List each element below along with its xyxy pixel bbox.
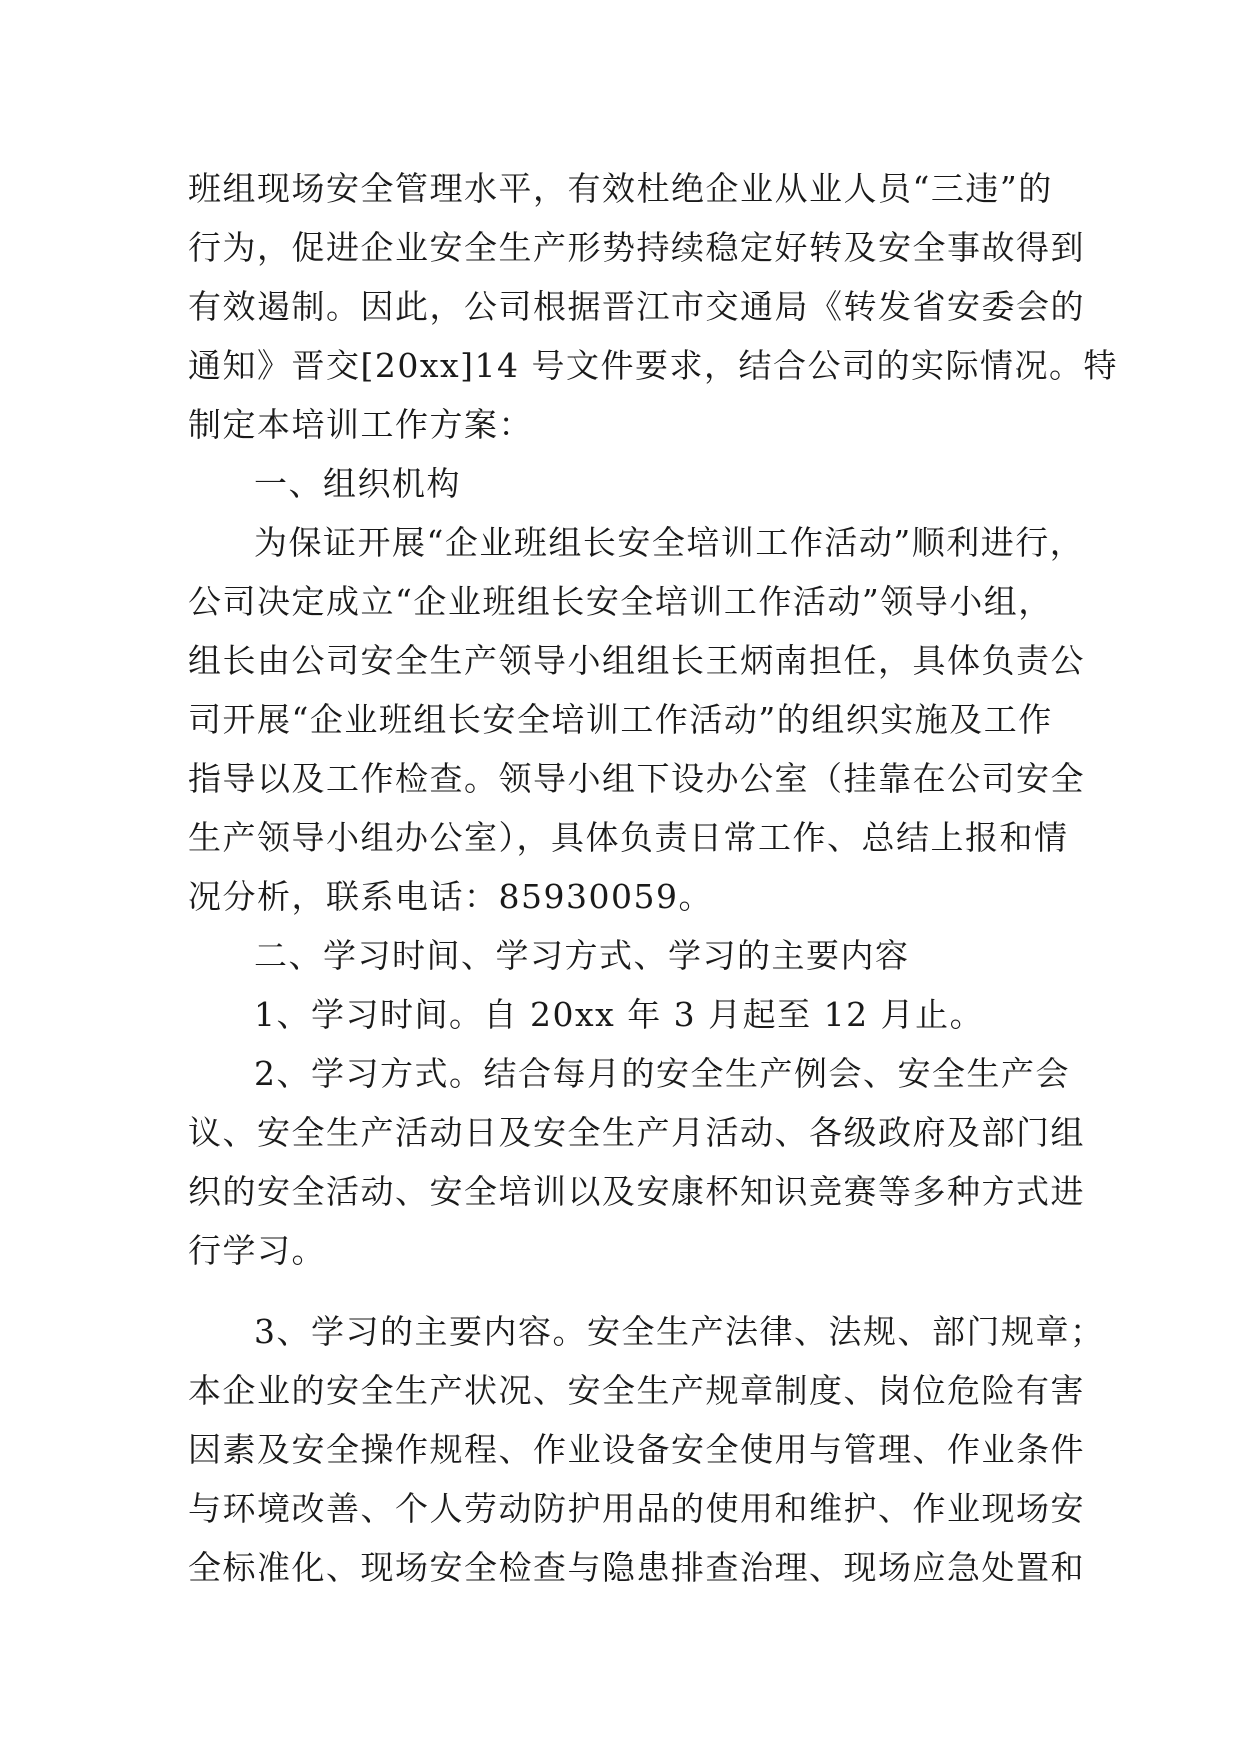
text-line: 司开展“企业班组长安全培训工作活动”的组织实施及工作 [188, 700, 1053, 739]
text-line: 公司决定成立“企业班组长安全培训工作活动”领导小组， [188, 582, 1053, 621]
text-line: 因素及安全操作规程、作业设备安全使用与管理、作业条件 [188, 1430, 1085, 1469]
text-line: 行学习。 [188, 1231, 326, 1270]
paragraph-start: 1、学习时间。自 20xx 年 3 月起至 12 月止。 [254, 995, 985, 1034]
document-body [188, 159, 1118, 1597]
text-line: 本企业的安全生产状况、安全生产规章制度、岗位危险有害 [188, 1371, 1085, 1410]
paragraph-start: 3、学习的主要内容。安全生产法律、法规、部门规章； [254, 1312, 1105, 1351]
paragraph-start: 2、学习方式。结合每月的安全生产例会、安全生产会 [254, 1054, 1070, 1093]
text-line: 行为，促进企业安全生产形势持续稳定好转及安全事故得到 [188, 228, 1085, 267]
paragraph-start: 为保证开展“企业班组长安全培训工作活动”顺利进行， [254, 523, 1085, 562]
text-line: 议、安全生产活动日及安全生产月活动、各级政府及部门组 [188, 1113, 1085, 1152]
text-line: 制定本培训工作方案： [188, 405, 533, 444]
text-line: 织的安全活动、安全培训以及安康杯知识竞赛等多种方式进 [188, 1172, 1085, 1211]
text-line: 况分析，联系电话：85930059。 [188, 877, 713, 916]
text-line: 全标准化、现场安全检查与隐患排查治理、现场应急处置和 [188, 1548, 1085, 1587]
section-heading: 二、学习时间、学习方式、学习的主要内容 [254, 936, 910, 975]
text-line: 生产领导小组办公室），具体负责日常工作、总结上报和情 [188, 818, 1069, 857]
section-heading: 一、组织机构 [254, 464, 461, 503]
text-line: 班组现场安全管理水平，有效杜绝企业从业人员“三违”的 [188, 169, 1053, 208]
text-line: 有效遏制。因此，公司根据晋江市交通局《转发省安委会的 [188, 287, 1085, 326]
paragraph-gap [188, 1280, 1062, 1302]
text-line: 与环境改善、个人劳动防护用品的使用和维护、作业现场安 [188, 1489, 1085, 1528]
text-line: 组长由公司安全生产领导小组组长王炳南担任，具体负责公 [188, 641, 1085, 680]
text-line: 通知》晋交[20xx]14 号文件要求，结合公司的实际情况。特 [188, 346, 1118, 385]
text-line: 指导以及工作检查。领导小组下设办公室（挂靠在公司安全 [188, 759, 1085, 798]
